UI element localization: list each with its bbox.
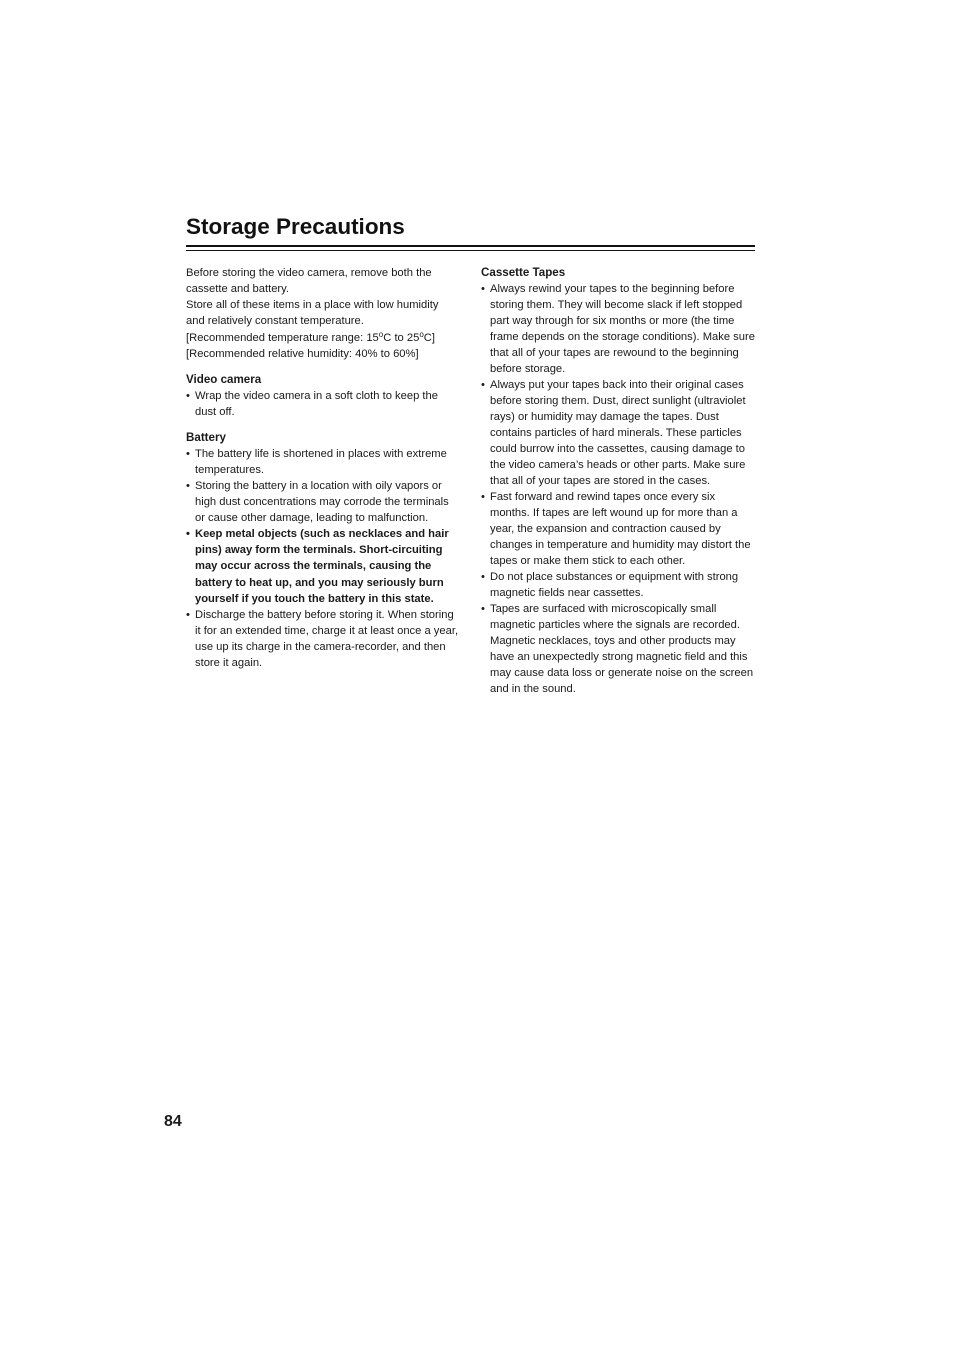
list-item: • Tapes are surfaced with microscopically small magnetic particles where the signals are recorded. Magnetic necklaces, toys and other products may have an unexpectedly strong magnetic field and this may cause data loss or generate noise on the screen and in the sound. [481, 603, 754, 695]
bullet-icon: • [186, 390, 190, 402]
intro-paragraph-2: Store all of these items in a place with low humidity and relatively constant temperature. [186, 299, 439, 327]
temperature-range-suffix: C] [423, 332, 435, 344]
right-column [481, 265, 756, 697]
degree-mark: o [419, 330, 424, 339]
bullet-icon: • [186, 609, 190, 622]
video-camera-list [186, 388, 460, 420]
intro-paragraph-1: Before storing the video camera, remove both the cassette and battery. [186, 267, 432, 295]
list-item: • Discharge the battery before storing it. When storing it for an extended time, charge it at least once a year, use up its charge in the camera-recorder, and then store it again. [186, 609, 459, 670]
list-item: • The battery life is shortened in places with extreme temperatures. [186, 448, 447, 476]
degree-mark: o [378, 330, 384, 339]
bullet-icon: • [186, 528, 190, 540]
humidity-range: [Recommended relative humidity: 40% to 60%] [186, 348, 419, 360]
page-title: Storage Precautions [186, 214, 405, 239]
bullet-icon: • [481, 491, 485, 503]
bullet-icon: • [481, 571, 485, 583]
bullet-icon: • [481, 379, 485, 391]
list-item: • Fast forward and rewind tapes once every six months. If tapes are left wound up for more than a year, the expansion and contraction caused by changes in temperature and humidity may distort the tapes or make them stick to each other. [481, 491, 751, 567]
title-rule-thick [186, 245, 755, 247]
bullet-icon: • [481, 283, 485, 295]
bullet-icon: • [186, 480, 190, 492]
list-item: • Storing the battery in a location with oily vapors or high dust concentrations may corrode the terminals or cause other damage, leading to malfunction. [186, 480, 449, 524]
section-heading-video-camera: Video camera [186, 373, 262, 386]
list-item: • Do not place substances or equipment with strong magnetic fields near cassettes. [481, 571, 739, 599]
list-item: • Always rewind your tapes to the beginning before storing them. They will become slack if left stopped part way through for six months or more (the time frame depends on the storage conditions). Make sure that all of your tapes are rewound to the beginning before storage. [481, 283, 755, 375]
temperature-range [186, 330, 460, 346]
section-heading-cassette-tapes: Cassette Tapes [481, 266, 566, 279]
temperature-range-prefix: [Recommended temperature range: 15 [186, 332, 379, 344]
page-number: 84 [164, 1113, 182, 1130]
bullet-icon: • [186, 448, 190, 460]
cassette-tapes-list [481, 281, 756, 697]
warning-list-item: • Keep metal objects (such as necklaces and hair pins) away form the terminals. Short-circuiting may occur across the terminals, causing the battery to heat up, and you may seriously burn yourself if you touch the battery in this state. [186, 528, 449, 605]
temperature-range-middle: C to 25 [383, 332, 420, 344]
section-heading-battery: Battery [186, 431, 226, 444]
title-rule-thin [186, 250, 755, 251]
battery-list [186, 446, 460, 671]
list-item: • Always put your tapes back into their original cases before storing them. Dust, direct sunlight (ultraviolet rays) or humidity may damage the tapes. Dust contains particles of hard minerals. These particles could burrow into the cassettes, causing damage to the video camera’s heads or other parts. Make sure that all of your tapes are stored in the cases. [481, 379, 746, 487]
bullet-icon: • [481, 603, 485, 615]
list-item: • Wrap the video camera in a soft cloth to keep the dust off. [186, 390, 438, 418]
left-column [186, 265, 460, 671]
